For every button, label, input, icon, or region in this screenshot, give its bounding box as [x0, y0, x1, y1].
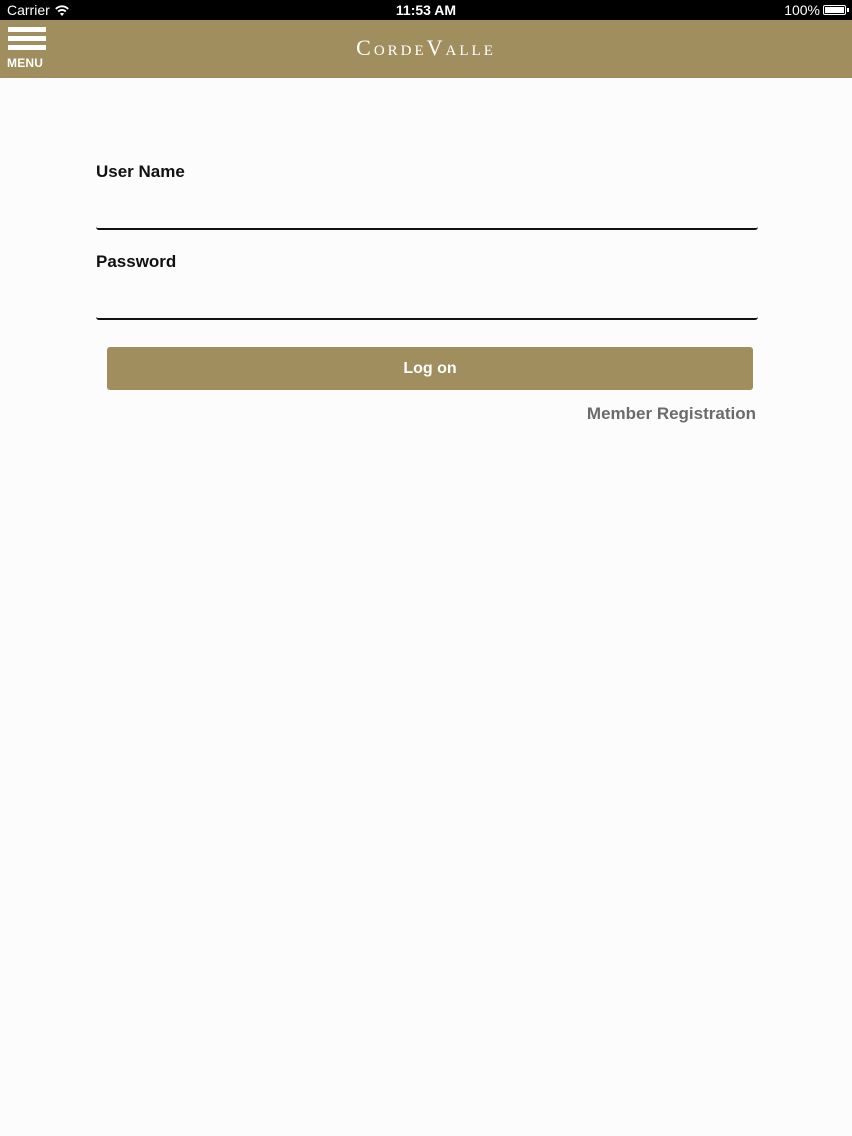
member-registration-link[interactable]: Member Registration: [586, 404, 756, 423]
brand-logo: CordeValle: [356, 35, 496, 60]
logon-button[interactable]: Log on: [107, 347, 753, 390]
username-input[interactable]: [96, 190, 758, 230]
carrier-label: Carrier: [7, 2, 50, 18]
status-bar: [0, 0, 852, 20]
password-input[interactable]: [96, 280, 758, 320]
username-label: User Name: [96, 162, 185, 181]
nav-bar: [0, 20, 852, 78]
battery-percent: 100%: [784, 2, 820, 18]
password-label: Password: [96, 252, 177, 271]
battery-icon: [823, 5, 846, 15]
menu-label: MENU: [7, 56, 44, 70]
battery-indicator: [784, 2, 846, 18]
status-time: 11:53 AM: [395, 2, 457, 18]
hamburger-icon: [8, 27, 46, 32]
